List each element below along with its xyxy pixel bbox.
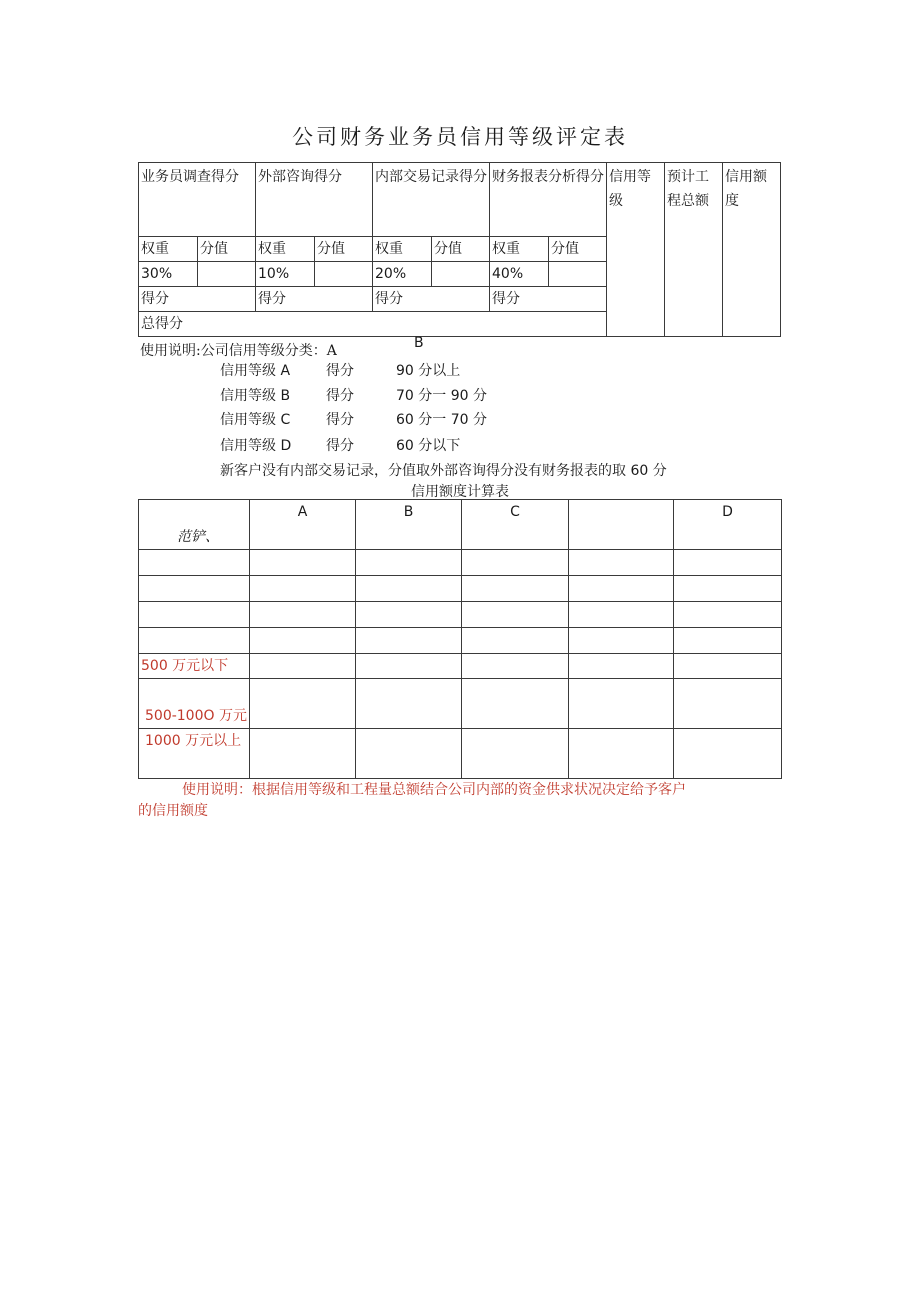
value-label: 分值	[432, 237, 490, 262]
score-label: 得分	[373, 287, 490, 312]
page-title: 公司财务业务员信用等级评定表	[292, 125, 628, 149]
value-cell	[315, 262, 373, 287]
row-label-over-1000: 1000 万元以上	[139, 729, 250, 779]
header-external-consult-score: 外部咨询得分	[256, 163, 373, 237]
instructions-intro-b: B	[414, 335, 424, 351]
grade-d-name: 信用等级 D	[220, 438, 292, 454]
row-label-500-1000: 500-100O 万元	[139, 679, 250, 729]
column-header-c: C	[462, 500, 569, 550]
value-cell	[549, 262, 607, 287]
grade-a-label: 得分	[326, 363, 354, 379]
grade-b-label: 得分	[326, 388, 354, 404]
weight-label: 权重	[256, 237, 315, 262]
row-label	[139, 602, 250, 628]
weight-label: 权重	[139, 237, 198, 262]
grade-c-label: 得分	[326, 412, 354, 428]
weight-value: 40%	[490, 262, 549, 287]
grade-d-label: 得分	[326, 438, 354, 454]
grade-b-range: 70 分一 90 分	[396, 388, 487, 404]
value-label: 分值	[315, 237, 373, 262]
value-cell	[198, 262, 256, 287]
credit-limit-table	[138, 499, 782, 779]
weight-value: 20%	[373, 262, 432, 287]
weight-value: 30%	[139, 262, 198, 287]
value-label: 分值	[198, 237, 256, 262]
grade-b-name: 信用等级 B	[220, 388, 291, 404]
limit-table-caption: 信用额度计算表	[411, 484, 509, 500]
score-label: 得分	[139, 287, 256, 312]
score-label: 得分	[490, 287, 607, 312]
header-financial-analysis-score: 财务报表分析得分	[490, 163, 607, 237]
row-label-under-500: 500 万元以下	[139, 654, 250, 679]
value-label: 分值	[549, 237, 607, 262]
weight-value: 10%	[256, 262, 315, 287]
column-header-d: D	[674, 500, 782, 550]
instructions-intro: 使用说明:公司信用等级分类：A	[140, 343, 337, 359]
credit-rating-table	[138, 162, 781, 337]
grade-c-name: 信用等级 C	[220, 412, 291, 428]
row-label	[139, 628, 250, 654]
weight-label: 权重	[373, 237, 432, 262]
header-investigation-score: 业务员调查得分	[139, 163, 256, 237]
footer-note-line1: 使用说明：根据信用等级和工程量总额结合公司内部的资金供求状况决定给予客户	[182, 782, 686, 798]
corner-label: 范铲、	[139, 500, 250, 550]
total-score-label: 总得分	[139, 312, 607, 337]
grade-a-name: 信用等级 A	[220, 363, 291, 379]
grade-a-range: 90 分以上	[396, 363, 461, 379]
column-header-b: B	[356, 500, 462, 550]
grade-d-range: 60 分以下	[396, 438, 461, 454]
value-cell	[432, 262, 490, 287]
score-label: 得分	[256, 287, 373, 312]
header-credit-limit: 信用额度	[723, 163, 781, 337]
header-estimated-project-total: 预计工程总额	[665, 163, 723, 337]
column-header-blank	[569, 500, 674, 550]
weight-label: 权重	[490, 237, 549, 262]
row-label	[139, 550, 250, 576]
footer-note-line2: 的信用额度	[138, 803, 208, 819]
header-credit-grade: 信用等级	[607, 163, 665, 337]
column-header-a: A	[250, 500, 356, 550]
new-customer-note: 新客户没有内部交易记录，分值取外部咨询得分没有财务报表的取 60 分	[220, 463, 667, 479]
header-internal-record-score: 内部交易记录得分	[373, 163, 490, 237]
row-label	[139, 576, 250, 602]
grade-c-range: 60 分一 70 分	[396, 412, 487, 428]
